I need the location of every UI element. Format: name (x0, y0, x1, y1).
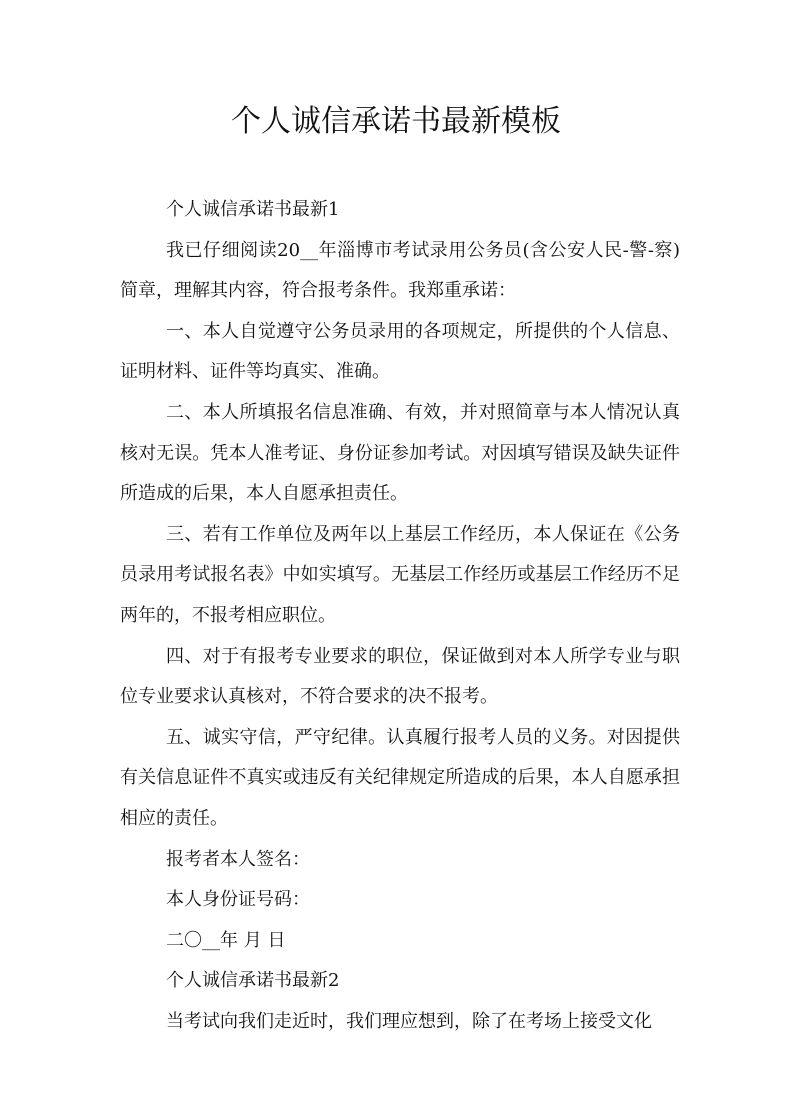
section1-heading: 个人诚信承诺书最新1 (166, 199, 340, 220)
document-title: 个人诚信承诺书最新模板 (231, 104, 561, 139)
date-line: 二〇__年 月 日 (166, 929, 286, 951)
id-number-label: 本人身份证号码： (166, 889, 310, 911)
pledge-item-5: 五、诚实守信，严守纪律。认真履行报考人员的义务。对因提供有关信息证件不真实或违反有关纪律规定所造成的后果，本人自愿承担相应的责任。 (120, 726, 680, 829)
signature-label: 报考者本人签名： (166, 848, 310, 870)
pledge-item-2: 二、本人所填报名信息准确、有效，并对照简章与本人情况认真核对无误。凭本人准考证、身份证参加考试。对因填写错误及缺失证件所造成的后果，本人自愿承担责任。 (120, 401, 680, 505)
document-body (120, 190, 680, 1042)
section2-heading: 个人诚信承诺书最新2 (166, 970, 340, 992)
section2-paragraph: 当考试向我们走近时，我们理应想到，除了在考场上接受文化 (166, 1010, 652, 1032)
pledge-item-3: 三、若有工作单位及两年以上基层工作经历，本人保证在《公务员录用考试报名表》中如实填写。无基层工作经历或基层工作经历不足两年的，不报考相应职位。 (120, 523, 680, 626)
pledge-item-4: 四、对于有报考专业要求的职位，保证做到对本人所学专业与职位专业要求认真核对，不符合要求的决不报考。 (120, 645, 680, 708)
intro-paragraph: 我已仔细阅读20__年淄博市考试录用公务员(含公安人民-警-察)简章，理解其内容，符合报考条件。我郑重承诺： (120, 239, 680, 302)
pledge-item-1: 一、本人自觉遵守公务员录用的各项规定，所提供的个人信息、证明材料、证件等均真实、准确。 (120, 320, 680, 383)
